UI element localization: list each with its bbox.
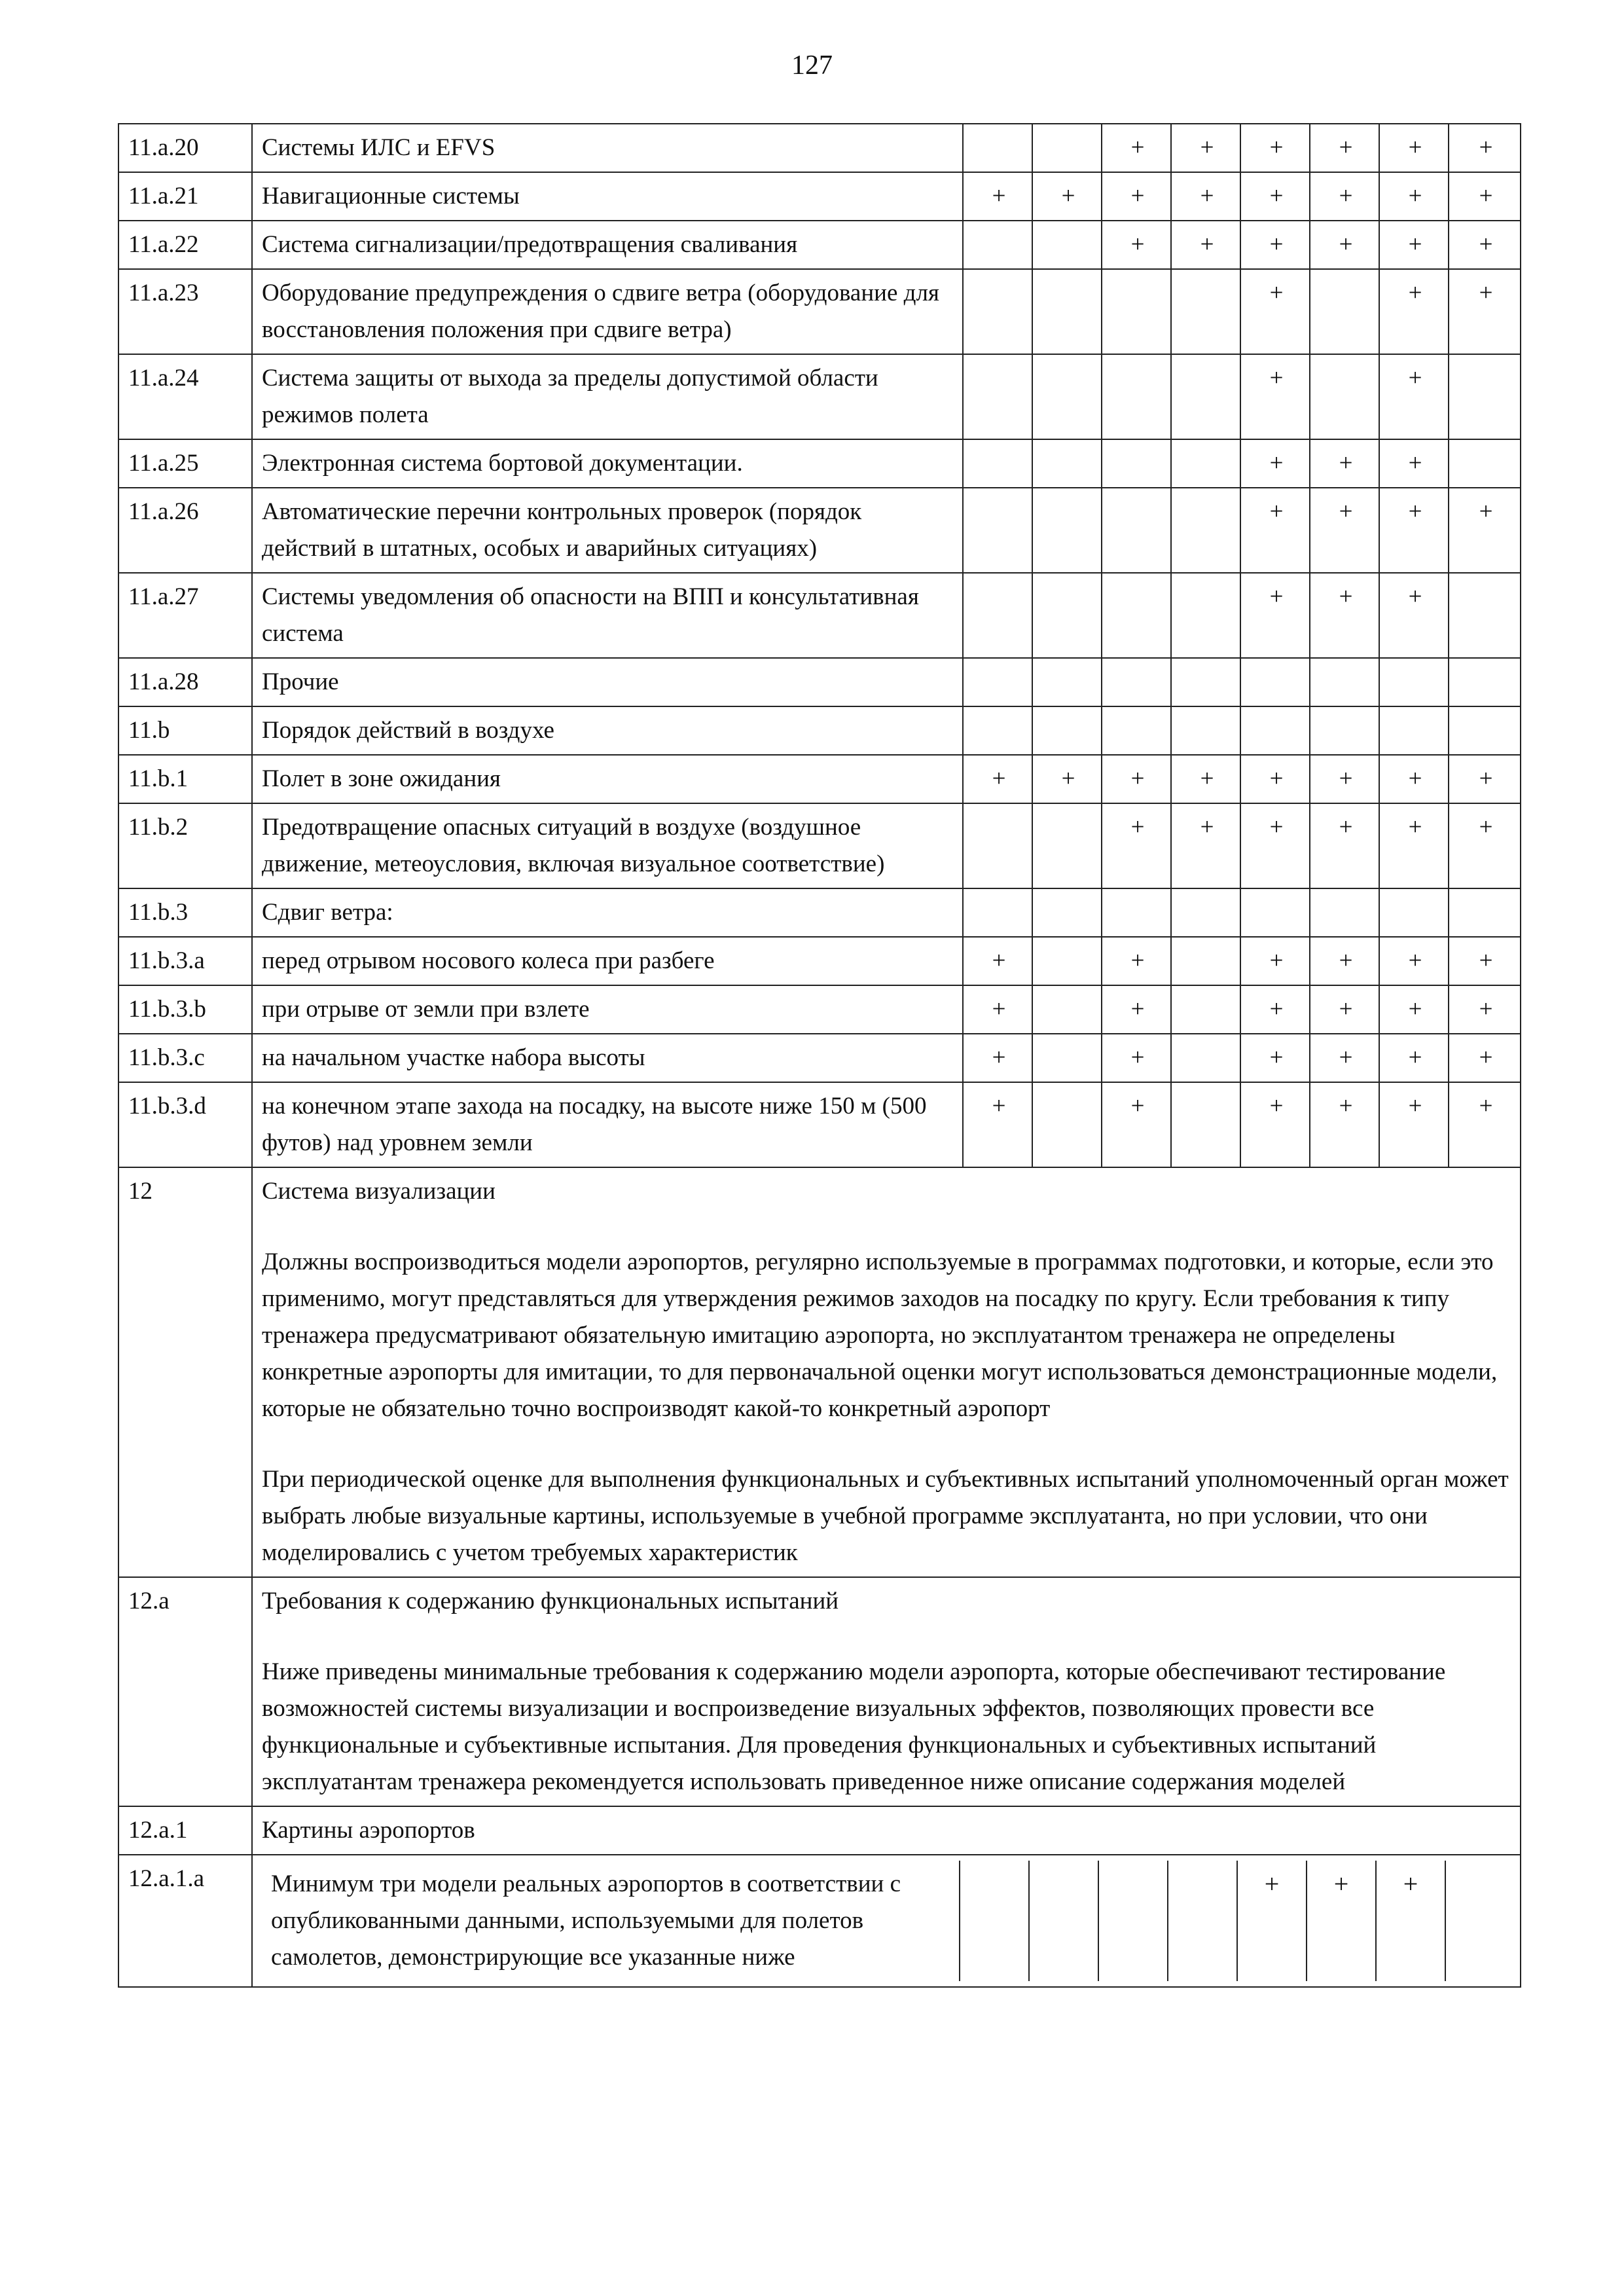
mark-cell: + [963,985,1032,1034]
mark-cell: + [1379,985,1449,1034]
mark-cell [1168,1861,1237,1981]
row-number: 11.a.28 [118,658,252,706]
mark-cell [963,888,1032,937]
table-row [118,937,1521,985]
mark-cell [1032,658,1102,706]
mark-cell [1171,354,1240,439]
mark-cell: + [1379,439,1449,488]
mark-cell: + [1310,1034,1379,1082]
mark-cell: + [1240,1034,1310,1082]
mark-cell [963,439,1032,488]
mark-cell [1240,706,1310,755]
row-description: Навигационные системы [252,172,963,221]
mark-cell: + [1449,803,1521,888]
mark-cell: + [1310,439,1379,488]
table-row [118,985,1521,1034]
row-number: 11.b [118,706,252,755]
row-number: 11.b.3.c [118,1034,252,1082]
mark-cell [1102,658,1171,706]
section-12-content [252,1167,1521,1577]
row-description: Автоматические перечни контрольных проверок (порядок действий в штатных, особых и аварийных ситуациях) [252,488,963,573]
mark-cell [1171,706,1240,755]
mark-cell: + [1171,755,1240,803]
mark-cell [1171,937,1240,985]
mark-cell [963,269,1032,354]
mark-cell: + [1379,354,1449,439]
mark-cell: + [1237,1861,1307,1981]
mark-cell: + [1310,803,1379,888]
row-description: Порядок действий в воздухе [252,706,963,755]
mark-cell [1032,888,1102,937]
mark-cell: + [1310,488,1379,573]
mark-cell: + [1449,124,1521,172]
row-description: Система защиты от выхода за пределы допустимой области режимов полета [252,354,963,439]
mark-cell [1102,488,1171,573]
row-12a1 [118,1806,1521,1855]
mark-cell [1171,658,1240,706]
mark-cell: + [1310,937,1379,985]
mark-cell: + [1102,937,1171,985]
mark-cell: + [1310,1082,1379,1167]
table-row [118,888,1521,937]
row-12a1a [118,1855,1521,1987]
row-description: при отрыве от земли при взлете [252,985,963,1034]
row-description: Картины аэропортов [252,1806,1521,1855]
row-description: Системы уведомления об опасности на ВПП и консультативная система [252,573,963,658]
requirements-table [118,123,1521,1988]
mark-cell: + [963,937,1032,985]
section-12a-row [118,1577,1521,1806]
section-12-paragraph-2: При периодической оценке для выполнения функциональных и субъективных испытаний уполномоченный орган может выбрать любые визуальные картины, используемые в учебной программе эксплуатанта, но при условии, что они моделировались с учетом требуемых характеристик [262,1466,1509,1566]
row-12a1a-subtable [262,1861,1595,1981]
mark-cell: + [1310,573,1379,658]
mark-cell: + [1376,1861,1445,1981]
mark-cell: + [1102,124,1171,172]
mark-cell [963,354,1032,439]
mark-cell: + [1102,803,1171,888]
row-description: Системы ИЛС и EFVS [252,124,963,172]
row-number: 12.a [118,1577,252,1806]
mark-cell: + [1449,937,1521,985]
mark-cell [1032,354,1102,439]
mark-cell [1102,439,1171,488]
mark-cell: + [1449,1082,1521,1167]
mark-cell [1032,488,1102,573]
mark-cell [1032,221,1102,269]
mark-cell [963,124,1032,172]
mark-cell: + [1240,573,1310,658]
row-number: 12 [118,1167,252,1577]
mark-cell [1379,658,1449,706]
mark-cell [1240,888,1310,937]
row-description: Электронная система бортовой документации. [252,439,963,488]
mark-cell: + [1310,172,1379,221]
row-12a1a-nested-cell [252,1855,1521,1987]
table-row [118,706,1521,755]
mark-cell: + [1379,1082,1449,1167]
section-12-paragraph-1: Должны воспроизводиться модели аэропортов, регулярно используемые в программах подготовки, и которые, если это применимо, могут представляться для утверждения режимов заходов на посадку по кругу. Если требования к типу тренажера предусматривают обязательную имитацию аэропорта, но эксплуатантом тренажера не определены конкретные аэропорты для имитации, то для первоначальной оценки могут использоваться демонстрационные модели, которые не обязательно точно воспроизводят какой-то конкретный аэропорт [262,1248,1498,1422]
mark-cell [1310,888,1379,937]
mark-cell [1098,1861,1168,1981]
mark-cell: + [1102,755,1171,803]
row-description: Полет в зоне ожидания [252,755,963,803]
mark-cell: + [1171,221,1240,269]
table-row [118,124,1521,172]
row-description: Предотвращение опасных ситуаций в воздухе (воздушное движение, метеоусловия, включая визуальное соответствие) [252,803,963,888]
mark-cell [1032,937,1102,985]
mark-cell: + [1310,124,1379,172]
section-12-row [118,1167,1521,1577]
mark-cell [1310,354,1379,439]
mark-cell: + [1102,985,1171,1034]
mark-cell: + [1032,755,1102,803]
mark-cell: + [1449,172,1521,221]
mark-cell [1171,439,1240,488]
mark-cell [963,803,1032,888]
mark-cell [1171,488,1240,573]
section-12-heading: Система визуализации [262,1178,496,1205]
row-description: на начальном участке набора высоты [252,1034,963,1082]
row-number: 11.a.26 [118,488,252,573]
mark-cell [1171,1034,1240,1082]
mark-cell: + [1240,985,1310,1034]
mark-cell: + [1449,269,1521,354]
mark-cell: + [1379,172,1449,221]
mark-cell: + [1240,221,1310,269]
table-row [118,269,1521,354]
row-number: 11.a.27 [118,573,252,658]
row-number: 11.a.24 [118,354,252,439]
table-row [118,221,1521,269]
mark-cell: + [963,172,1032,221]
mark-cell: + [1379,803,1449,888]
table-row [118,172,1521,221]
section-12a-paragraph: Ниже приведены минимальные требования к содержанию модели аэропорта, которые обеспечивают тестирование возможностей системы визуализации и воспроизведение визуальных эффектов, позволяющих провести все функциональные и субъективные испытания. Для проведения функциональных и субъективных испытаний эксплуатантам тренажера рекомендуется использовать приведенное ниже описание содержания моделей [262,1658,1446,1795]
mark-cell [1449,706,1521,755]
mark-cell: + [1379,124,1449,172]
table-row [118,803,1521,888]
mark-cell [1102,573,1171,658]
mark-cell [1102,706,1171,755]
row-number: 11.a.25 [118,439,252,488]
row-number: 11.b.3.d [118,1082,252,1167]
mark-cell [960,1861,1029,1981]
row-number: 11.b.3.a [118,937,252,985]
table-row [118,658,1521,706]
row-number: 11.b.1 [118,755,252,803]
mark-cell: + [1449,1034,1521,1082]
mark-cell [1032,124,1102,172]
row-number: 11.a.20 [118,124,252,172]
mark-cell: + [1379,573,1449,658]
row-description: Минимум три модели реальных аэропортов в соответствии с опубликованными данными, используемыми для полетов самолетов, демонстрирующие все указанные ниже [271,1870,901,1971]
mark-cell [1032,439,1102,488]
mark-cell: + [1240,124,1310,172]
mark-cell [963,221,1032,269]
mark-cell [1102,269,1171,354]
mark-cell: + [1171,124,1240,172]
mark-cell [1449,439,1521,488]
row-number: 12.a.1.a [118,1855,252,1987]
mark-cell: + [1102,1034,1171,1082]
row-number: 11.b.2 [118,803,252,888]
page-number: 127 [791,50,833,81]
mark-cell: + [963,1082,1032,1167]
mark-cell [1379,888,1449,937]
mark-cell [1449,658,1521,706]
mark-cell: + [963,1034,1032,1082]
mark-cell: + [1240,755,1310,803]
section-12a-content [252,1577,1521,1806]
mark-cell: + [1240,354,1310,439]
mark-cell [1445,1861,1595,1981]
table-row [118,354,1521,439]
table-body [118,124,1521,1167]
mark-cell [1032,1082,1102,1167]
mark-cell: + [1240,269,1310,354]
mark-cell: + [1240,937,1310,985]
row-number: 11.a.23 [118,269,252,354]
mark-cell: + [1240,439,1310,488]
mark-cell: + [1449,221,1521,269]
row-description: Сдвиг ветра: [252,888,963,937]
mark-cell: + [1379,755,1449,803]
mark-cell: + [1102,221,1171,269]
mark-cell: + [1449,488,1521,573]
mark-cell [963,573,1032,658]
mark-cell: + [1240,172,1310,221]
mark-cell: + [1240,803,1310,888]
mark-cell [1171,269,1240,354]
mark-cell [1032,269,1102,354]
mark-cell [1310,658,1379,706]
mark-cell: + [1379,1034,1449,1082]
mark-cell: + [1379,488,1449,573]
mark-cell: + [1240,1082,1310,1167]
mark-cell [1102,354,1171,439]
table-row [118,488,1521,573]
row-description: на конечном этапе захода на посадку, на высоте ниже 150 м (500 футов) над уровнем земли [252,1082,963,1167]
section-12a-heading: Требования к содержанию функциональных испытаний [262,1588,839,1614]
row-number: 11.a.22 [118,221,252,269]
mark-cell: + [1449,985,1521,1034]
mark-cell [963,488,1032,573]
mark-cell [1240,658,1310,706]
mark-cell [1449,354,1521,439]
mark-cell [1032,803,1102,888]
mark-cell [1171,888,1240,937]
table-row [118,439,1521,488]
mark-cell [1171,1082,1240,1167]
row-number: 11.b.3 [118,888,252,937]
table-row [118,1034,1521,1082]
mark-cell [1032,985,1102,1034]
mark-cell: + [1449,755,1521,803]
row-number: 11.a.21 [118,172,252,221]
mark-cell [1310,269,1379,354]
row-description: перед отрывом носового колеса при разбеге [252,937,963,985]
mark-cell: + [1240,488,1310,573]
mark-cell: + [1032,172,1102,221]
mark-cell: + [1310,985,1379,1034]
mark-cell: + [1379,221,1449,269]
mark-cell: + [1307,1861,1376,1981]
mark-cell: + [1310,221,1379,269]
mark-cell [1449,888,1521,937]
mark-cell: + [1102,172,1171,221]
row-description: Оборудование предупреждения о сдвиге ветра (оборудование для восстановления положения при сдвиге ветра) [252,269,963,354]
row-number: 11.b.3.b [118,985,252,1034]
mark-cell: + [1171,803,1240,888]
mark-cell [1029,1861,1098,1981]
mark-cell [963,706,1032,755]
mark-cell [963,658,1032,706]
mark-cell [1379,706,1449,755]
table-row [118,573,1521,658]
mark-cell [1449,573,1521,658]
mark-cell: + [963,755,1032,803]
mark-cell: + [1379,937,1449,985]
mark-cell: + [1171,172,1240,221]
mark-cell: + [1310,755,1379,803]
mark-cell [1102,888,1171,937]
table-row [118,755,1521,803]
table-row [118,1082,1521,1167]
row-description: Прочие [252,658,963,706]
mark-cell [1310,706,1379,755]
mark-cell [1032,573,1102,658]
mark-cell [1171,985,1240,1034]
row-number: 12.a.1 [118,1806,252,1855]
mark-cell: + [1379,269,1449,354]
mark-cell [1032,706,1102,755]
mark-cell [1032,1034,1102,1082]
row-description: Система сигнализации/предотвращения сваливания [252,221,963,269]
mark-cell: + [1102,1082,1171,1167]
mark-cell [1171,573,1240,658]
